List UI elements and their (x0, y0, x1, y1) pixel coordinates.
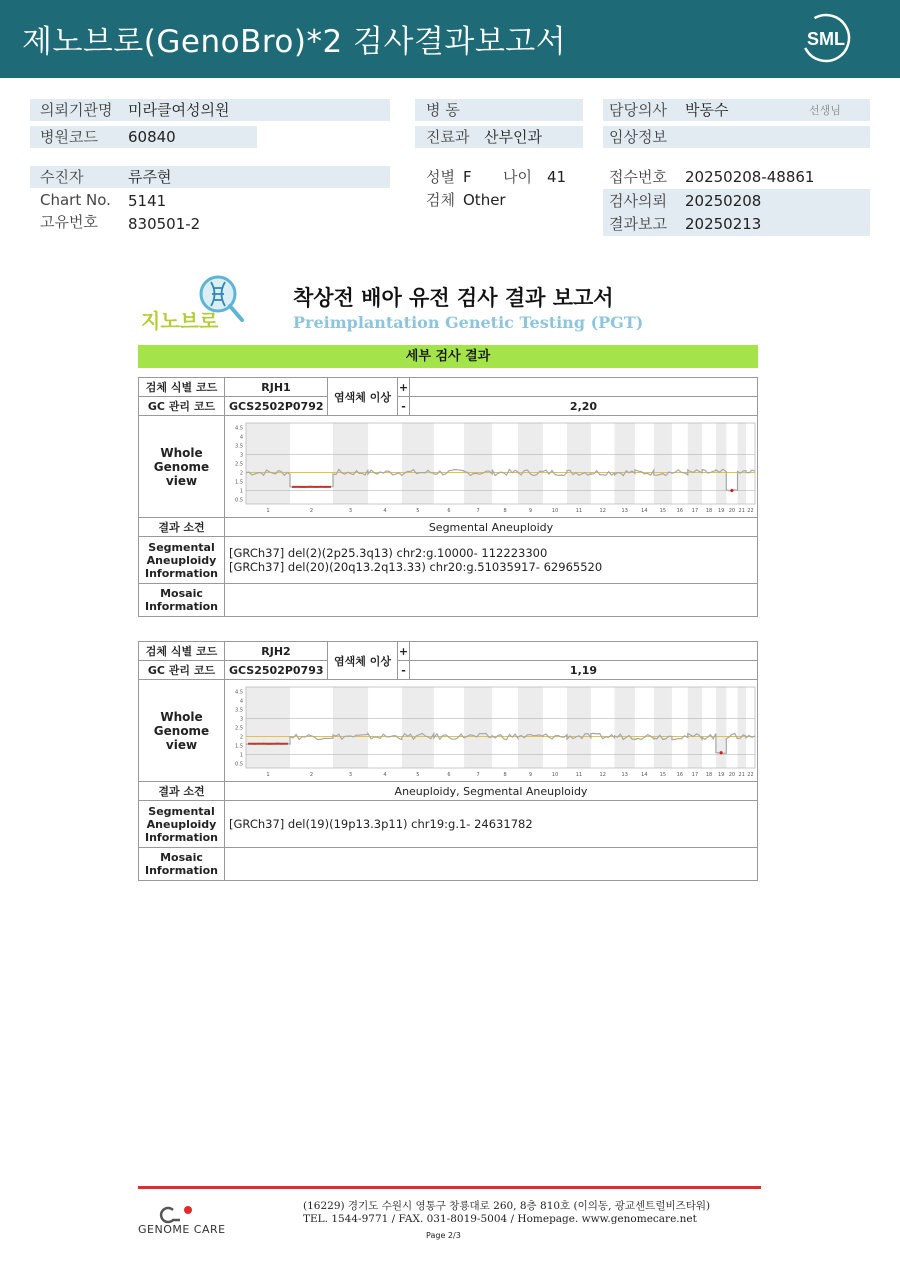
chromosome-band (246, 687, 290, 768)
chromosome-band (615, 687, 635, 768)
chromosome-band (402, 687, 434, 768)
y-tick-label: 2 (239, 470, 243, 477)
plus-label: + (398, 642, 410, 661)
specimen-code-label: 검체 식별 코드 (139, 378, 225, 397)
chromosome-label: 15 (659, 508, 667, 514)
chromosome-label: 9 (528, 508, 533, 514)
sml-logo-icon (800, 12, 852, 64)
specimen-label: 검체 (426, 191, 455, 209)
chromosome-label: 13 (621, 508, 628, 514)
sex-label: 성별 (426, 168, 455, 186)
minus-value: 1,19 (410, 661, 758, 680)
section-header: 세부 검사 결과 (138, 345, 758, 368)
clinical-label: 임상정보 (609, 128, 667, 146)
abnormal-label: 염색체 이상 (328, 642, 398, 680)
age-value: 41 (547, 168, 567, 186)
chromosome-label: 3 (348, 508, 353, 514)
whole-genome-chart (229, 416, 759, 514)
mosaic-label: Mosaic Information (139, 584, 225, 617)
deletion-point (720, 751, 723, 754)
plus-value (410, 378, 758, 397)
chromosome-label: 7 (476, 772, 480, 778)
chromosome-label: 20 (728, 508, 736, 514)
y-tick-label: 2 (239, 734, 243, 741)
institution-value: 미라클여성의원 (128, 101, 230, 119)
genobro-logo-icon (138, 272, 258, 336)
segmental-label: Segmental Aneuploidy Information (139, 801, 225, 848)
chromosome-label: 6 (447, 508, 451, 514)
chromosome-label: 22 (747, 508, 754, 514)
chromosome-band (654, 687, 672, 768)
specimen-code-label: 검체 식별 코드 (139, 642, 225, 661)
doctor-value: 박동수 (685, 101, 729, 119)
chromosome-label: 10 (551, 508, 559, 514)
chromosome-label: 15 (659, 772, 667, 778)
address-line: (16229) 경기도 수원시 영통구 창룡대로 260, 8층 810호 (이의동, 광교센트럴비즈타워) (303, 1200, 711, 1212)
chromosome-label: 9 (528, 772, 533, 778)
y-tick-label: 2.5 (235, 725, 243, 732)
specimen-code-value: RJH1 (225, 378, 328, 397)
chromosome-label: 13 (621, 772, 628, 778)
y-tick-label: 1.5 (235, 479, 243, 486)
minus-value: 2,20 (410, 397, 758, 416)
hospital-code-label: 병원코드 (40, 128, 98, 146)
finding-label: 결과 소견 (139, 518, 225, 537)
plus-value (410, 642, 758, 661)
whole-genome-chart-cell (225, 416, 758, 518)
genome-care-logo-text: GENOME CARE (138, 1223, 226, 1236)
patient-label: 수진자 (40, 168, 84, 186)
chromosome-label: 8 (503, 772, 507, 778)
chromosome-band (716, 423, 726, 504)
chromosome-label: 19 (717, 508, 725, 514)
footer-divider (138, 1186, 761, 1189)
chart-no-value: 5141 (128, 192, 167, 210)
y-tick-label: 2.5 (235, 461, 243, 468)
y-tick-label: 3.5 (235, 707, 243, 714)
chromosome-label: 17 (691, 772, 699, 778)
dept-value: 산부인과 (484, 128, 542, 146)
y-tick-label: 0.5 (235, 497, 243, 504)
gc-code-label: GC 관리 코드 (139, 661, 225, 680)
unique-no-value: 830501-2 (128, 215, 201, 233)
sample-table-1 (138, 377, 758, 617)
chromosome-label: 18 (705, 508, 713, 514)
segmental-line: [GRCh37] del(19)(19p13.3p11) chr19:g.1- 24631782 (229, 817, 533, 831)
page-number: Page 2/3 (426, 1231, 461, 1240)
receipt-label: 접수번호 (609, 168, 667, 186)
mosaic-label: Mosaic Information (139, 848, 225, 881)
segmental-line: [GRCh37] del(20)(20q13.2q13.33) chr20:g.51035917- 62965520 (229, 560, 603, 574)
dept-label: 진료과 (426, 128, 470, 146)
chromosome-label: 2 (309, 508, 314, 514)
chromosome-label: 4 (383, 772, 387, 778)
chromosome-label: 14 (641, 772, 648, 778)
chromosome-band (688, 687, 702, 768)
chromosome-label: 4 (383, 508, 387, 514)
hospital-code-value: 60840 (128, 128, 176, 146)
chromosome-label: 11 (575, 508, 583, 514)
minus-label: - (398, 661, 410, 680)
y-tick-label: 4.5 (235, 425, 243, 432)
chromosome-label: 17 (691, 508, 699, 514)
chromosome-label: 5 (416, 508, 420, 514)
genobro-logo-text: 지노브로 (141, 309, 219, 333)
gc-code-value: GCS2502P0792 (225, 397, 328, 416)
specimen-code-value: RJH2 (225, 642, 328, 661)
chromosome-label: 12 (599, 508, 606, 514)
whole-genome-chart (229, 680, 759, 778)
chromosome-label: 1 (266, 508, 270, 514)
gc-code-label: GC 관리 코드 (139, 397, 225, 416)
whole-genome-label: Whole Genome view (139, 680, 225, 782)
y-tick-label: 3.5 (235, 443, 243, 450)
finding-label: 결과 소견 (139, 782, 225, 801)
chromosome-label: 14 (641, 508, 648, 514)
doctor-suffix: 선생님 (809, 104, 841, 117)
whole-genome-chart-cell (225, 680, 758, 782)
y-tick-label: 3 (239, 716, 243, 723)
chromosome-band (246, 423, 290, 504)
chromosome-label: 6 (447, 772, 451, 778)
y-tick-label: 1 (239, 752, 243, 759)
report-title: 착상전 배아 유전 검사 결과 보고서 (293, 286, 614, 310)
y-tick-label: 3 (239, 452, 243, 459)
gc-code-value: GCS2502P0793 (225, 661, 328, 680)
mosaic-value (225, 848, 758, 881)
institution-label: 의뢰기관명 (40, 101, 113, 119)
chromosome-label: 10 (551, 772, 559, 778)
chromosome-label: 20 (728, 772, 736, 778)
chromosome-label: 8 (503, 508, 507, 514)
chart-no-label: Chart No. (40, 191, 111, 209)
y-tick-label: 0.5 (235, 761, 243, 768)
age-label: 나이 (503, 168, 532, 186)
chromosome-band (688, 423, 702, 504)
chromosome-band (654, 423, 672, 504)
report-date-value: 20250213 (685, 215, 762, 233)
mosaic-value (225, 584, 758, 617)
doctor-label: 담당의사 (609, 101, 667, 119)
y-tick-label: 4 (239, 434, 243, 441)
chromosome-band (333, 423, 368, 504)
page-title: 제노브로(GenoBro)*2 검사결과보고서 (22, 24, 567, 60)
plus-label: + (398, 378, 410, 397)
y-tick-label: 1.5 (235, 743, 243, 750)
chromosome-label: 7 (476, 508, 480, 514)
finding-value: Aneuploidy, Segmental Aneuploidy (225, 782, 758, 801)
y-tick-label: 4.5 (235, 689, 243, 696)
chromosome-label: 16 (676, 772, 684, 778)
chromosome-band (464, 423, 492, 504)
request-value: 20250208 (685, 192, 762, 210)
chart-frame (246, 423, 755, 504)
chromosome-band (716, 687, 726, 768)
chromosome-label: 22 (747, 772, 754, 778)
chromosome-label: 19 (717, 772, 725, 778)
chromosome-label: 2 (309, 772, 314, 778)
contact-line: TEL. 1544-9771 / FAX. 031-8019-5004 / Homepage. www.genomecare.net (303, 1213, 697, 1225)
receipt-value: 20250208-48861 (685, 168, 815, 186)
segmental-label: Segmental Aneuploidy Information (139, 537, 225, 584)
chromosome-band (567, 423, 591, 504)
y-tick-label: 4 (239, 698, 243, 705)
segmental-info (225, 537, 758, 584)
chromosome-label: 11 (575, 772, 583, 778)
segmental-info (225, 801, 758, 848)
chromosome-label: 16 (676, 508, 684, 514)
deletion-point (730, 489, 733, 492)
chromosome-label: 21 (738, 508, 745, 514)
sample-table-2 (138, 641, 758, 881)
y-tick-label: 1 (239, 488, 243, 495)
chromosome-band (333, 687, 368, 768)
request-label: 검사의뢰 (609, 192, 667, 210)
report-subtitle: Preimplantation Genetic Testing (PGT) (293, 313, 644, 332)
patient-value: 류주현 (128, 168, 172, 186)
footer-address (303, 1200, 710, 1226)
chromosome-label: 3 (348, 772, 353, 778)
segmental-line: [GRCh37] del(2)(2p25.3q13) chr2:g.10000- 112223300 (229, 546, 548, 560)
chromosome-band (737, 423, 745, 504)
chromosome-label: 18 (705, 772, 713, 778)
minus-label: - (398, 397, 410, 416)
unique-no-label: 고유번호 (40, 213, 98, 231)
chromosome-band (737, 687, 745, 768)
chromosome-band (567, 687, 591, 768)
chromosome-band (518, 687, 543, 768)
specimen-value: Other (463, 191, 506, 209)
abnormal-label: 염색체 이상 (328, 378, 398, 416)
chromosome-label: 1 (266, 772, 270, 778)
report-header (0, 0, 900, 78)
finding-value: Segmental Aneuploidy (225, 518, 758, 537)
chromosome-label: 5 (416, 772, 420, 778)
patient-row-bg (30, 166, 390, 188)
whole-genome-label: Whole Genome view (139, 416, 225, 518)
chromosome-label: 12 (599, 772, 606, 778)
chromosome-band (402, 423, 434, 504)
chromosome-band (518, 423, 543, 504)
chromosome-label: 21 (738, 772, 745, 778)
sml-logo-text: SML (807, 29, 845, 49)
sex-value: F (463, 168, 472, 186)
chart-frame (246, 687, 755, 768)
chromosome-band (615, 423, 635, 504)
chromosome-band (464, 687, 492, 768)
ward-label: 병 동 (426, 101, 460, 119)
report-date-label: 결과보고 (609, 215, 667, 233)
